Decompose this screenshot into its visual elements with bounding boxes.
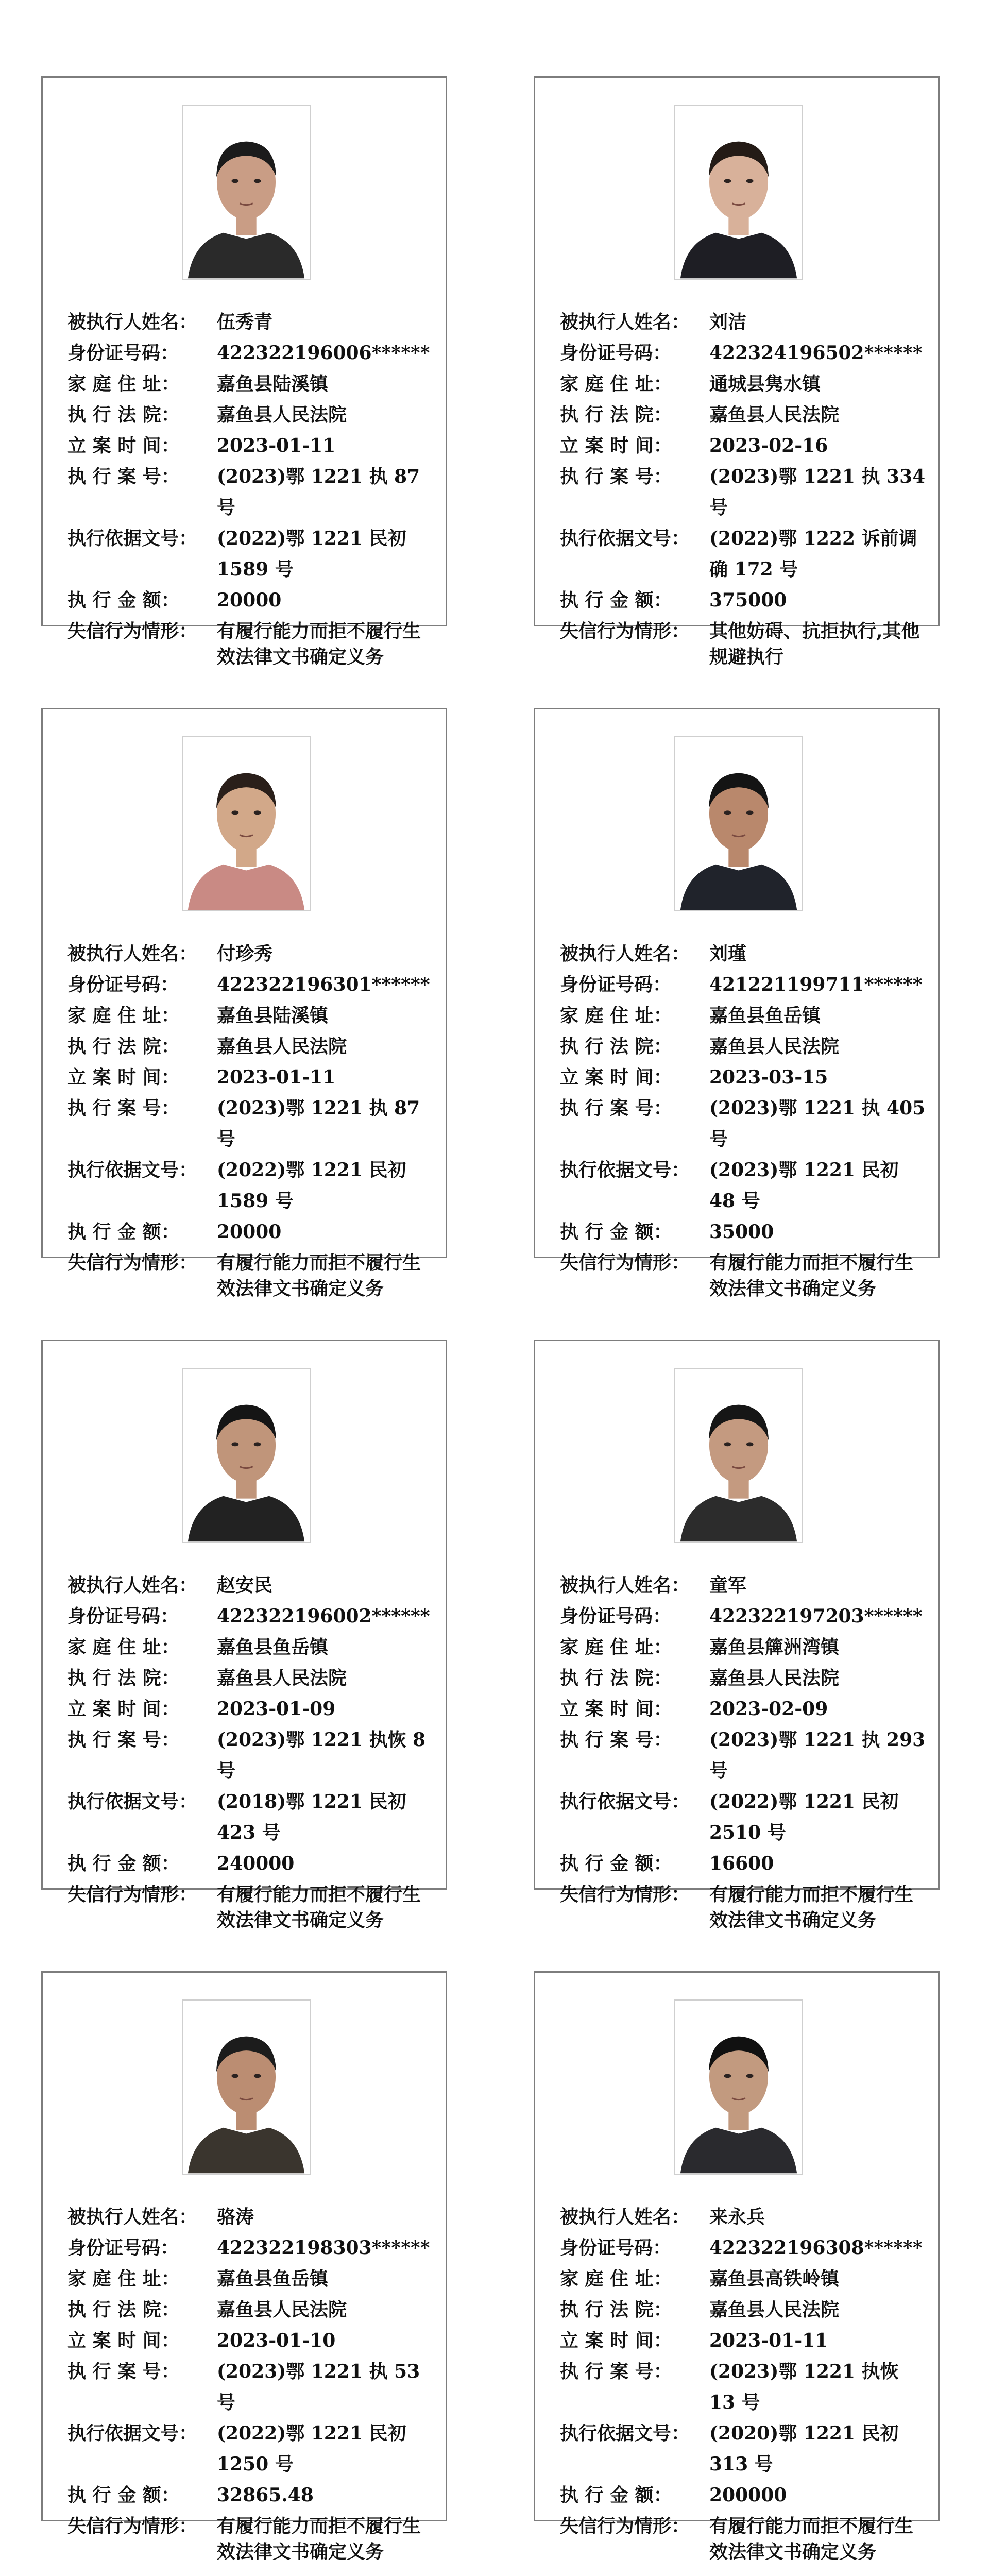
field-case-no xyxy=(67,2356,438,2418)
field-label: 被执行人姓名： xyxy=(560,1574,690,1596)
field-value: 2023-02-16 xyxy=(709,435,828,456)
field-filed xyxy=(560,430,931,461)
field-value: 20000 xyxy=(217,1221,282,1243)
field-value: 有履行能力而拒不履行生效法律文书确定义务 xyxy=(709,2515,914,2563)
field-value: 嘉鱼县人民法院 xyxy=(709,1667,840,1689)
field-case-no xyxy=(560,1724,931,1786)
field-label: 家 庭 住 址： xyxy=(560,373,672,395)
field-value: 其他妨碍、抗拒执行,其他规避执行 xyxy=(709,620,920,668)
field-value: (2023)鄂 1221 执 87 号 xyxy=(217,1097,420,1150)
debtor-info xyxy=(560,1570,931,1933)
field-value: 嘉鱼县簰洲湾镇 xyxy=(709,1636,840,1658)
field-value: 嘉鱼县人民法院 xyxy=(217,2299,347,2320)
field-label: 立 案 时 间： xyxy=(560,2330,672,2351)
field-label: 身份证号码： xyxy=(560,974,672,995)
field-label: 家 庭 住 址： xyxy=(67,2268,180,2290)
field-value: 来永兵 xyxy=(709,2206,765,2228)
field-label: 立 案 时 间： xyxy=(560,1698,672,1720)
field-filed xyxy=(67,430,438,461)
field-label: 执 行 法 院： xyxy=(67,1667,180,1689)
field-value: (2023)鄂 1221 执 293 号 xyxy=(709,1729,926,1782)
field-conduct xyxy=(67,616,438,670)
field-value: 嘉鱼县人民法院 xyxy=(709,2299,840,2320)
field-value: (2023)鄂 1221 民初 48 号 xyxy=(709,1159,899,1212)
field-address xyxy=(560,1632,931,1663)
field-value: 有履行能力而拒不履行生效法律文书确定义务 xyxy=(217,1884,421,1931)
field-value: (2022)鄂 1221 民初 1250 号 xyxy=(217,2422,406,2475)
field-name xyxy=(67,938,438,969)
field-basis xyxy=(560,2418,931,2480)
field-value: 骆涛 xyxy=(217,2206,254,2228)
field-court xyxy=(67,2294,438,2325)
field-label: 被执行人姓名： xyxy=(67,2206,198,2228)
field-id xyxy=(560,1601,931,1632)
field-value: 2023-01-11 xyxy=(709,2330,828,2351)
field-label: 执 行 案 号： xyxy=(67,1097,180,1119)
field-id xyxy=(67,2232,438,2263)
debtor-photo xyxy=(674,1368,803,1543)
field-case-no xyxy=(67,1093,438,1155)
field-court xyxy=(67,1031,438,1062)
field-label: 执 行 案 号： xyxy=(560,2361,672,2382)
field-label: 失信行为情形： xyxy=(560,2515,690,2537)
field-label: 执 行 金 额： xyxy=(560,2484,672,2506)
debtor-info xyxy=(560,2201,931,2565)
debtor-photo xyxy=(674,736,803,911)
debtor-photo xyxy=(182,1368,311,1543)
field-label: 立 案 时 间： xyxy=(67,2330,180,2351)
field-label: 执行依据文号： xyxy=(560,528,690,549)
field-label: 执行依据文号： xyxy=(560,2422,690,2444)
field-value: 375000 xyxy=(709,589,787,611)
debtor-info xyxy=(560,938,931,1301)
field-court xyxy=(560,399,931,430)
field-value: 嘉鱼县人民法院 xyxy=(217,1036,347,1057)
field-label: 执 行 法 院： xyxy=(67,2299,180,2320)
field-label: 身份证号码： xyxy=(560,1605,672,1627)
field-value: 2023-01-10 xyxy=(217,2330,336,2351)
debtor-card xyxy=(534,76,940,668)
field-amount xyxy=(67,2480,438,2511)
debtor-card xyxy=(534,708,940,1299)
field-amount xyxy=(560,585,931,616)
field-label: 执 行 法 院： xyxy=(560,404,672,426)
field-value: 35000 xyxy=(709,1221,774,1243)
field-name xyxy=(560,2201,931,2232)
field-address xyxy=(67,368,438,399)
field-filed xyxy=(560,2325,931,2356)
field-label: 执 行 法 院： xyxy=(560,1667,672,1689)
field-label: 被执行人姓名： xyxy=(67,943,198,964)
field-value: 421221199711****** xyxy=(709,974,923,995)
field-value: 嘉鱼县人民法院 xyxy=(709,404,840,426)
field-case-no xyxy=(560,1093,931,1155)
field-label: 身份证号码： xyxy=(67,342,179,364)
field-filed xyxy=(67,1693,438,1724)
field-value: 嘉鱼县鱼岳镇 xyxy=(217,2268,329,2290)
field-value: 422322198303****** xyxy=(217,2237,430,2259)
field-label: 身份证号码： xyxy=(67,974,179,995)
debtor-card xyxy=(534,1971,940,2563)
field-label: 立 案 时 间： xyxy=(560,1066,672,1088)
field-court xyxy=(67,1663,438,1693)
field-name xyxy=(560,307,931,337)
field-label: 立 案 时 间： xyxy=(67,1698,180,1720)
field-label: 执行依据文号： xyxy=(560,1159,690,1181)
field-id xyxy=(67,969,438,1000)
field-case-no xyxy=(67,461,438,523)
field-value: 2023-02-09 xyxy=(709,1698,828,1720)
field-label: 执 行 金 额： xyxy=(560,1221,672,1243)
field-value: 422322196002****** xyxy=(217,1605,430,1627)
field-name xyxy=(560,1570,931,1601)
debtor-info xyxy=(560,307,931,670)
field-address xyxy=(560,2263,931,2294)
field-amount xyxy=(67,1848,438,1879)
field-value: (2023)鄂 1221 执 405 号 xyxy=(709,1097,926,1150)
field-value: 伍秀青 xyxy=(217,311,273,333)
field-label: 执 行 金 额： xyxy=(67,1853,180,1874)
field-filed xyxy=(67,2325,438,2356)
field-value: 20000 xyxy=(217,589,282,611)
field-label: 执 行 金 额： xyxy=(67,589,180,611)
field-value: 嘉鱼县鱼岳镇 xyxy=(217,1636,329,1658)
field-label: 失信行为情形： xyxy=(560,1884,690,1905)
field-basis xyxy=(67,523,438,585)
field-value: 嘉鱼县陆溪镇 xyxy=(217,373,329,395)
field-value: 422324196502****** xyxy=(709,342,923,364)
field-filed xyxy=(560,1062,931,1093)
field-value: (2023)鄂 1221 执 53 号 xyxy=(217,2361,420,2413)
field-value: 240000 xyxy=(217,1853,295,1874)
field-value: (2022)鄂 1221 民初 1589 号 xyxy=(217,528,406,580)
debtor-photo xyxy=(182,736,311,911)
field-label: 执 行 金 额： xyxy=(560,1853,672,1874)
field-value: 200000 xyxy=(709,2484,787,2506)
field-value: (2022)鄂 1221 民初 1589 号 xyxy=(217,1159,406,1212)
field-filed xyxy=(560,1693,931,1724)
debtor-card xyxy=(41,708,447,1299)
field-amount xyxy=(560,1848,931,1879)
field-value: (2022)鄂 1221 民初 2510 号 xyxy=(709,1791,899,1843)
field-label: 执 行 法 院： xyxy=(560,1036,672,1057)
field-label: 被执行人姓名： xyxy=(560,943,690,964)
field-address xyxy=(560,1000,931,1031)
field-label: 立 案 时 间： xyxy=(67,1066,180,1088)
field-amount xyxy=(560,1216,931,1247)
field-basis xyxy=(560,1155,931,1216)
debtor-photo xyxy=(674,105,803,280)
field-label: 执行依据文号： xyxy=(560,1791,690,1812)
field-basis xyxy=(67,1786,438,1848)
field-address xyxy=(67,2263,438,2294)
field-name xyxy=(67,2201,438,2232)
field-id xyxy=(560,337,931,368)
field-value: 422322197203****** xyxy=(709,1605,923,1627)
field-label: 失信行为情形： xyxy=(67,1884,198,1905)
field-label: 身份证号码： xyxy=(560,2237,672,2259)
field-label: 失信行为情形： xyxy=(67,2515,198,2537)
field-label: 执 行 法 院： xyxy=(560,2299,672,2320)
field-court xyxy=(560,1031,931,1062)
field-amount xyxy=(67,1216,438,1247)
field-label: 执行依据文号： xyxy=(67,1159,198,1181)
field-value: 32865.48 xyxy=(217,2484,314,2506)
field-label: 执 行 案 号： xyxy=(67,466,180,487)
field-label: 家 庭 住 址： xyxy=(560,1005,672,1026)
field-court xyxy=(560,1663,931,1693)
field-value: 嘉鱼县陆溪镇 xyxy=(217,1005,329,1026)
field-value: 嘉鱼县人民法院 xyxy=(709,1036,840,1057)
debtor-info xyxy=(67,2201,438,2565)
debtor-photo xyxy=(674,1999,803,2175)
field-value: 刘瑾 xyxy=(709,943,747,964)
field-court xyxy=(560,2294,931,2325)
field-value: (2020)鄂 1221 民初 313 号 xyxy=(709,2422,899,2475)
field-conduct xyxy=(67,1247,438,1301)
field-label: 身份证号码： xyxy=(67,1605,179,1627)
field-label: 失信行为情形： xyxy=(67,620,198,642)
field-value: 16600 xyxy=(709,1853,774,1874)
field-value: (2023)鄂 1221 执恢 13 号 xyxy=(709,2361,899,2413)
field-value: 2023-01-11 xyxy=(217,435,336,456)
debtor-info xyxy=(67,1570,438,1933)
field-label: 执 行 金 额： xyxy=(560,589,672,611)
field-label: 执 行 案 号： xyxy=(67,2361,180,2382)
field-label: 家 庭 住 址： xyxy=(560,2268,672,2290)
field-id xyxy=(67,1601,438,1632)
field-amount xyxy=(560,2480,931,2511)
field-conduct xyxy=(67,1879,438,1933)
debtor-info xyxy=(67,307,438,670)
field-value: (2023)鄂 1221 执 87 号 xyxy=(217,466,420,518)
field-address xyxy=(67,1000,438,1031)
field-label: 被执行人姓名： xyxy=(560,311,690,333)
field-label: 立 案 时 间： xyxy=(560,435,672,456)
field-label: 家 庭 住 址： xyxy=(67,1636,180,1658)
field-label: 被执行人姓名： xyxy=(560,2206,690,2228)
debtor-photo xyxy=(182,105,311,280)
field-value: 嘉鱼县人民法院 xyxy=(217,404,347,426)
field-basis xyxy=(560,1786,931,1848)
field-label: 执 行 法 院： xyxy=(67,404,180,426)
field-value: 赵安民 xyxy=(217,1574,273,1596)
field-id xyxy=(67,337,438,368)
field-value: 有履行能力而拒不履行生效法律文书确定义务 xyxy=(217,1252,421,1299)
field-value: 付珍秀 xyxy=(217,943,273,964)
field-basis xyxy=(67,2418,438,2480)
field-label: 家 庭 住 址： xyxy=(67,1005,180,1026)
field-value: (2023)鄂 1221 执 334 号 xyxy=(709,466,926,518)
field-label: 执 行 案 号： xyxy=(67,1729,180,1751)
field-value: 嘉鱼县人民法院 xyxy=(217,1667,347,1689)
field-value: 通城县隽水镇 xyxy=(709,373,821,395)
field-label: 执 行 案 号： xyxy=(560,1729,672,1751)
field-filed xyxy=(67,1062,438,1093)
field-id xyxy=(560,2232,931,2263)
field-name xyxy=(560,938,931,969)
field-label: 身份证号码： xyxy=(67,2237,179,2259)
field-conduct xyxy=(560,616,931,670)
field-case-no xyxy=(560,2356,931,2418)
field-label: 执行依据文号： xyxy=(67,2422,198,2444)
field-label: 立 案 时 间： xyxy=(67,435,180,456)
debtor-card xyxy=(41,76,447,668)
debtor-photo xyxy=(182,1999,311,2175)
field-id xyxy=(560,969,931,1000)
field-label: 失信行为情形： xyxy=(560,620,690,642)
field-value: 童军 xyxy=(709,1574,747,1596)
field-amount xyxy=(67,585,438,616)
field-label: 执行依据文号： xyxy=(67,1791,198,1812)
field-label: 身份证号码： xyxy=(560,342,672,364)
field-value: 嘉鱼县鱼岳镇 xyxy=(709,1005,821,1026)
field-value: 422322196301****** xyxy=(217,974,430,995)
field-conduct xyxy=(560,1879,931,1933)
field-value: 有履行能力而拒不履行生效法律文书确定义务 xyxy=(709,1252,914,1299)
field-value: 2023-01-11 xyxy=(217,1066,336,1088)
debtor-card xyxy=(41,1971,447,2563)
field-value: 422322196006****** xyxy=(217,342,430,364)
field-name xyxy=(67,307,438,337)
field-basis xyxy=(67,1155,438,1216)
field-label: 失信行为情形： xyxy=(560,1252,690,1274)
field-name xyxy=(67,1570,438,1601)
field-value: (2023)鄂 1221 执恢 8 号 xyxy=(217,1729,426,1782)
field-court xyxy=(67,399,438,430)
field-address xyxy=(560,368,931,399)
debtor-card xyxy=(534,1340,940,1931)
field-label: 被执行人姓名： xyxy=(67,1574,198,1596)
field-label: 失信行为情形： xyxy=(67,1252,198,1274)
field-label: 执 行 法 院： xyxy=(67,1036,180,1057)
field-label: 执 行 案 号： xyxy=(560,1097,672,1119)
field-value: 嘉鱼县高铁岭镇 xyxy=(709,2268,840,2290)
field-value: (2022)鄂 1222 诉前调确 172 号 xyxy=(709,528,917,580)
field-label: 家 庭 住 址： xyxy=(560,1636,672,1658)
field-label: 执 行 金 额： xyxy=(67,2484,180,2506)
field-label: 执 行 案 号： xyxy=(560,466,672,487)
field-address xyxy=(67,1632,438,1663)
field-label: 执 行 金 额： xyxy=(67,1221,180,1243)
field-case-no xyxy=(67,1724,438,1786)
debtor-card xyxy=(41,1340,447,1931)
field-case-no xyxy=(560,461,931,523)
field-value: 有履行能力而拒不履行生效法律文书确定义务 xyxy=(709,1884,914,1931)
field-label: 被执行人姓名： xyxy=(67,311,198,333)
field-basis xyxy=(560,523,931,585)
debtor-info xyxy=(67,938,438,1301)
field-conduct xyxy=(560,2511,931,2565)
field-value: 刘洁 xyxy=(709,311,747,333)
field-label: 执行依据文号： xyxy=(67,528,198,549)
field-value: 有履行能力而拒不履行生效法律文书确定义务 xyxy=(217,2515,421,2563)
field-value: 422322196308****** xyxy=(709,2237,923,2259)
field-conduct xyxy=(560,1247,931,1301)
field-value: 2023-03-15 xyxy=(709,1066,828,1088)
field-label: 家 庭 住 址： xyxy=(67,373,180,395)
field-value: (2018)鄂 1221 民初 423 号 xyxy=(217,1791,406,1843)
field-conduct xyxy=(67,2511,438,2565)
field-value: 2023-01-09 xyxy=(217,1698,336,1720)
field-value: 有履行能力而拒不履行生效法律文书确定义务 xyxy=(217,620,421,668)
